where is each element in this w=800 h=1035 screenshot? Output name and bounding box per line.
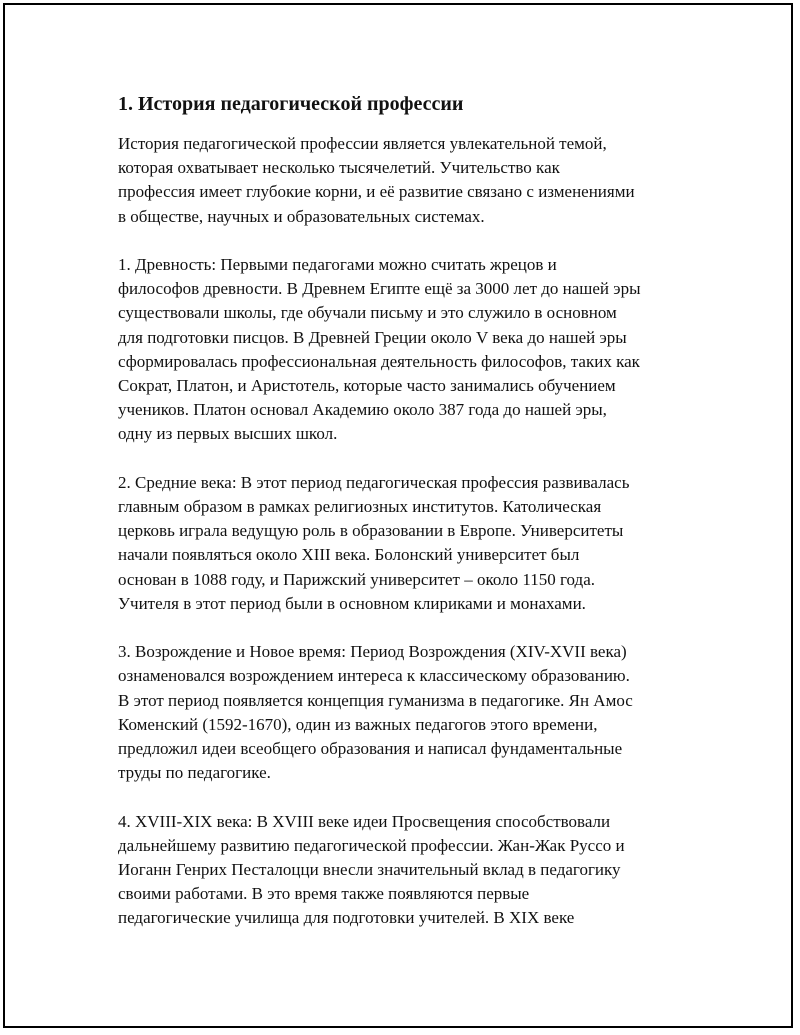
text-line: 1. Древность: Первыми педагогами можно считать жрецов и [118,255,557,274]
intro-paragraph [118,132,693,229]
text-line: церковь играла ведущую роль в образовании в Европе. Университеты [118,521,624,541]
text-line: труды по педагогике. [118,763,271,783]
text-line: предложил идеи всеобщего образования и написал фундаментальные [118,739,623,759]
text-line: сформировалась профессиональная деятельность философов, таких как [118,351,640,371]
enlightenment-paragraph [118,810,693,931]
text-line: в обществе, научных и образовательных системах. [118,206,485,226]
text-line: Учителя в этот период были в основном клириками и монахами. [118,593,586,613]
text-line: профессия имеет глубокие корни, и её развитие связано с изменениями [118,182,635,202]
text-line: 2. Средние века: В этот период педагогическая профессия развивалась [118,472,630,492]
section-heading: 1. История педагогической профессии [118,93,464,115]
text-line: которая охватывает несколько тысячелетий. Учительство как [118,158,560,178]
text-line: для подготовки писцов. В Древней Греции около V века до нашей эры [118,327,627,347]
middle-ages-paragraph [118,471,693,616]
text-line: главным образом в рамках религиозных институтов. Католическая [118,497,602,517]
text-line: педагогические училища для подготовки учителей. В XIX веке [118,908,575,928]
document-body [118,90,693,955]
text-line: 4. XVIII-XIX века: В XVIII веке идеи Просвещения способствовали [118,811,611,831]
text-line: Иоганн Генрих Песталоцци внесли значительный вклад в педагогику [118,860,621,880]
text-line: 3. Возрождение и Новое время: Период Возрождения (XIV-XVII века) [118,642,627,662]
text-line: начали появляться около XIII века. Болонский университет был [118,545,580,565]
antiquity-paragraph [118,253,693,447]
text-line: дальнейшему развитию педагогической профессии. Жан-Жак Руссо и [118,835,625,855]
text-line: учеников. Платон основал Академию около 387 года до нашей эры, [118,400,607,420]
renaissance-paragraph [118,640,693,785]
text-line: одну из первых высших школ. [118,424,338,444]
text-line: История педагогической профессии является увлекательной темой, [118,134,607,153]
text-line: своими работами. В это время также появляются первые [118,884,530,904]
text-line: ознаменовался возрождением интереса к классическому образованию. [118,666,630,686]
text-line: Коменский (1592-1670), один из важных педагогов этого времени, [118,714,598,734]
text-line: существовали школы, где обучали письму и это служило в основном [118,303,617,323]
text-line: Сократ, Платон, и Аристотель, которые часто занимались обучением [118,376,616,396]
text-line: основан в 1088 году, и Парижский университет – около 1150 года. [118,569,595,589]
text-line: В этот период появляется концепция гуманизма в педагогике. Ян Амос [118,690,633,710]
text-line: философов древности. В Древнем Египте ещё за 3000 лет до нашей эры [118,279,641,299]
